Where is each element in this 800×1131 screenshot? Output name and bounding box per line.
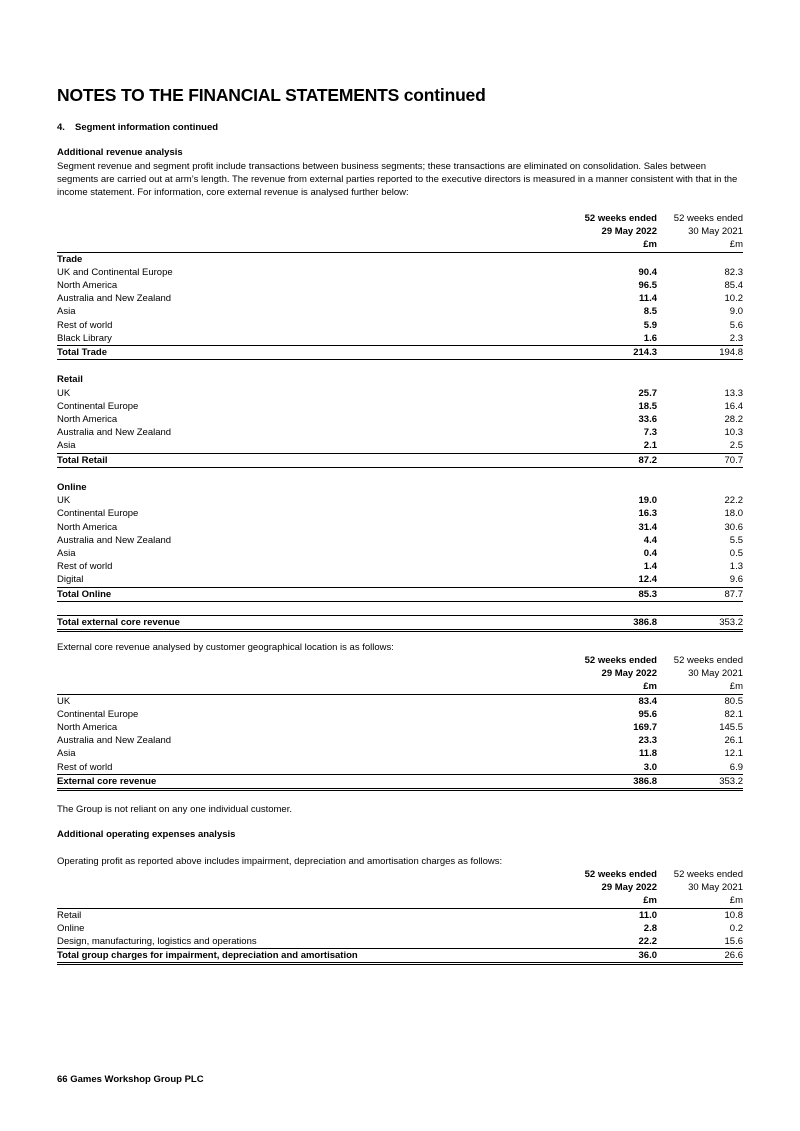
- row-current-value: 7.3: [643, 427, 657, 439]
- row-label: North America: [57, 280, 118, 292]
- table-row: [57, 319, 743, 332]
- table-row: [57, 534, 743, 547]
- row-previous-value: 2.5: [729, 440, 743, 452]
- row-label: Asia: [57, 440, 76, 452]
- row-current-value: 25.7: [638, 387, 657, 399]
- row-label: Rest of world: [57, 761, 113, 773]
- row-current-value: 36.0: [547, 949, 657, 964]
- opex-group: [57, 908, 743, 964]
- row-current-value: 1.4: [643, 561, 657, 573]
- row-label: Online: [57, 922, 85, 934]
- row-previous-value: 30.6: [724, 521, 743, 533]
- row-current-value: 85.3: [547, 587, 657, 601]
- col-current-line1: 52 weeks ended: [584, 213, 657, 224]
- table-row: [57, 935, 743, 949]
- col-previous-line2: 30 May 2021: [688, 668, 743, 680]
- total-row: [57, 774, 743, 789]
- col-current-line2: 29 May 2022: [601, 668, 657, 680]
- revenue-by-channel-table: [57, 212, 743, 632]
- row-previous-value: 0.2: [729, 922, 743, 934]
- table-row: [57, 521, 743, 534]
- revenue-analysis-heading: Additional revenue analysis: [57, 147, 183, 158]
- row-previous-value: 13.3: [724, 387, 743, 399]
- table-row: [57, 413, 743, 426]
- row-label: UK: [57, 695, 71, 707]
- row-previous-value: 10.2: [724, 293, 743, 305]
- section-heading: [57, 122, 218, 133]
- row-current-value: 90.4: [638, 266, 657, 278]
- col-previous-line1: 52 weeks ended: [673, 869, 743, 880]
- group-heading-online: Online: [57, 482, 87, 494]
- row-label: Rest of world: [57, 561, 113, 573]
- row-label: North America: [57, 722, 118, 734]
- row-previous-value: 80.5: [724, 695, 743, 707]
- col-previous-line1: 52 weeks ended: [673, 655, 743, 666]
- row-previous-value: 353.2: [657, 774, 743, 789]
- row-current-value: 19.0: [638, 495, 657, 507]
- row-current-value: 214.3: [547, 346, 657, 360]
- row-label: UK: [57, 387, 71, 399]
- reliance-note: The Group is not reliant on any one individual customer.: [57, 804, 292, 815]
- table-row: [57, 560, 743, 573]
- row-label: Australia and New Zealand: [57, 427, 172, 439]
- table-row: [57, 400, 743, 413]
- row-previous-value: 82.1: [724, 708, 743, 720]
- retail-group: [57, 373, 743, 467]
- row-previous-value: 6.9: [729, 761, 743, 773]
- table-row: [57, 279, 743, 292]
- section-title: Segment information continued: [75, 122, 219, 133]
- row-current-value: 12.4: [638, 574, 657, 586]
- row-previous-value: 26.1: [724, 735, 743, 747]
- row-label: Australia and New Zealand: [57, 293, 172, 305]
- row-current-value: 96.5: [638, 280, 657, 292]
- row-current-value: 0.4: [643, 548, 657, 560]
- col-previous-unit: £m: [657, 894, 743, 908]
- row-previous-value: 1.3: [729, 561, 743, 573]
- col-previous-line2: 30 May 2021: [688, 226, 743, 238]
- table-row: [57, 507, 743, 520]
- row-current-value: 83.4: [638, 695, 657, 707]
- table-row: [57, 573, 743, 587]
- table-row: [57, 292, 743, 305]
- row-previous-value: 22.2: [724, 495, 743, 507]
- row-previous-value: 26.6: [657, 949, 743, 964]
- row-current-value: 11.0: [639, 909, 657, 921]
- col-current-unit: £m: [547, 680, 657, 694]
- col-previous-line1: 52 weeks ended: [673, 213, 743, 224]
- row-current-value: 18.5: [638, 400, 657, 412]
- table-row: [57, 708, 743, 721]
- row-previous-value: 87.7: [657, 587, 743, 601]
- row-current-value: 16.3: [638, 508, 657, 520]
- table-row: [57, 908, 743, 922]
- opex-intro: Operating profit as reported above includes impairment, depreciation and amortisation charges as follows:: [57, 856, 503, 867]
- col-previous-line2: 30 May 2021: [688, 882, 743, 894]
- page-title: NOTES TO THE FINANCIAL STATEMENTS continued: [57, 85, 486, 105]
- table-row: [57, 439, 743, 453]
- row-label: External core revenue: [57, 774, 547, 789]
- row-label: Asia: [57, 548, 76, 560]
- col-current-unit: £m: [547, 894, 657, 908]
- section-number: 4.: [57, 122, 65, 133]
- row-previous-value: 82.3: [724, 266, 743, 278]
- row-current-value: 2.1: [643, 440, 657, 452]
- row-current-value: 1.6: [643, 332, 657, 344]
- page-footer: 66 Games Workshop Group PLC: [57, 1074, 204, 1085]
- row-label: Asia: [57, 748, 76, 760]
- table-row: [57, 747, 743, 760]
- total-row: [57, 453, 743, 467]
- row-label: Design, manufacturing, logistics and operations: [57, 936, 257, 948]
- online-group: [57, 481, 743, 601]
- table-row: [57, 721, 743, 734]
- row-current-value: 2.8: [643, 922, 657, 934]
- grand-total-group: [57, 616, 743, 631]
- row-previous-value: 18.0: [724, 508, 743, 520]
- grand-total-current: 386.8: [547, 616, 657, 631]
- row-current-value: 31.4: [638, 521, 657, 533]
- row-label: UK and Continental Europe: [57, 266, 173, 278]
- row-label: Total Trade: [57, 346, 547, 360]
- row-previous-value: 0.5: [729, 548, 743, 560]
- row-label: North America: [57, 414, 118, 426]
- row-previous-value: 15.6: [724, 936, 743, 948]
- row-label: Total group charges for impairment, depreciation and amortisation: [57, 949, 547, 964]
- row-label: Total Retail: [57, 453, 547, 467]
- row-label: Australia and New Zealand: [57, 534, 172, 546]
- row-previous-value: 28.2: [724, 414, 743, 426]
- row-current-value: 11.4: [639, 293, 657, 305]
- table-row: [57, 734, 743, 747]
- row-previous-value: 10.8: [724, 909, 743, 921]
- table-row: [57, 426, 743, 439]
- total-row: [57, 587, 743, 601]
- row-previous-value: 70.7: [657, 453, 743, 467]
- row-label: Retail: [57, 909, 82, 921]
- row-label: Continental Europe: [57, 508, 139, 520]
- row-current-value: 169.7: [633, 722, 657, 734]
- row-previous-value: 5.5: [729, 534, 743, 546]
- row-current-value: 23.3: [638, 735, 657, 747]
- row-current-value: 95.6: [638, 708, 657, 720]
- row-previous-value: 9.6: [729, 574, 743, 586]
- total-row: [57, 949, 743, 964]
- row-previous-value: 16.4: [724, 400, 743, 412]
- row-current-value: 8.5: [643, 306, 657, 318]
- row-current-value: 11.8: [639, 748, 657, 760]
- row-previous-value: 10.3: [724, 427, 743, 439]
- grand-total-previous: 353.2: [657, 616, 743, 631]
- group-heading-trade: Trade: [57, 253, 83, 265]
- row-label: North America: [57, 521, 118, 533]
- geography-group: [57, 694, 743, 789]
- table-row: [57, 332, 743, 346]
- row-previous-value: 9.0: [729, 306, 743, 318]
- row-label: Total Online: [57, 587, 547, 601]
- row-previous-value: 85.4: [724, 280, 743, 292]
- col-current-line1: 52 weeks ended: [584, 869, 657, 880]
- grand-total-label: Total external core revenue: [57, 616, 547, 631]
- table-row: [57, 305, 743, 318]
- row-current-value: 4.4: [643, 534, 657, 546]
- row-previous-value: 145.5: [719, 722, 743, 734]
- table-row: [57, 761, 743, 775]
- row-previous-value: 5.6: [729, 319, 743, 331]
- revenue-analysis-paragraph: Segment revenue and segment profit include transactions between business segments; these transactions are eliminated on consolidation. Sales between segments are carried out at arm’s length. The revenue from external parties reported to the executive directors is measured in a manner consistent with that in the income statement. For information, core external revenue is analysed further below:: [57, 161, 738, 199]
- revenue-by-geography-table: [57, 654, 743, 791]
- opex-heading: Additional operating expenses analysis: [57, 829, 236, 840]
- row-label: Australia and New Zealand: [57, 735, 172, 747]
- opex-charges-table: [57, 868, 743, 965]
- table-row: [57, 266, 743, 279]
- grand-total-row: [57, 616, 743, 631]
- row-label: Continental Europe: [57, 400, 139, 412]
- row-current-value: 22.2: [638, 936, 657, 948]
- table-row: [57, 922, 743, 935]
- row-current-value: 87.2: [547, 453, 657, 467]
- row-current-value: 33.6: [638, 414, 657, 426]
- col-current-line1: 52 weeks ended: [584, 655, 657, 666]
- table-row: [57, 694, 743, 708]
- table-row: [57, 547, 743, 560]
- table-row: [57, 387, 743, 400]
- row-label: Rest of world: [57, 319, 113, 331]
- row-previous-value: 2.3: [729, 332, 743, 344]
- row-label: Asia: [57, 306, 76, 318]
- row-label: UK: [57, 495, 71, 507]
- col-current-line2: 29 May 2022: [601, 226, 657, 238]
- row-label: Digital: [57, 574, 84, 586]
- table-row: [57, 494, 743, 507]
- row-current-value: 3.0: [643, 761, 657, 773]
- group-heading-retail: Retail: [57, 374, 83, 386]
- row-label: Black Library: [57, 332, 112, 344]
- col-previous-unit: £m: [657, 680, 743, 694]
- col-previous-unit: £m: [657, 238, 743, 252]
- geographic-intro: External core revenue analysed by customer geographical location is as follows:: [57, 642, 394, 653]
- col-current-line2: 29 May 2022: [601, 882, 657, 894]
- row-previous-value: 194.8: [657, 346, 743, 360]
- row-label: Continental Europe: [57, 708, 139, 720]
- trade-group: [57, 252, 743, 360]
- total-row: [57, 346, 743, 360]
- row-previous-value: 12.1: [724, 748, 743, 760]
- row-current-value: 386.8: [547, 774, 657, 789]
- row-current-value: 5.9: [643, 319, 657, 331]
- col-current-unit: £m: [547, 238, 657, 252]
